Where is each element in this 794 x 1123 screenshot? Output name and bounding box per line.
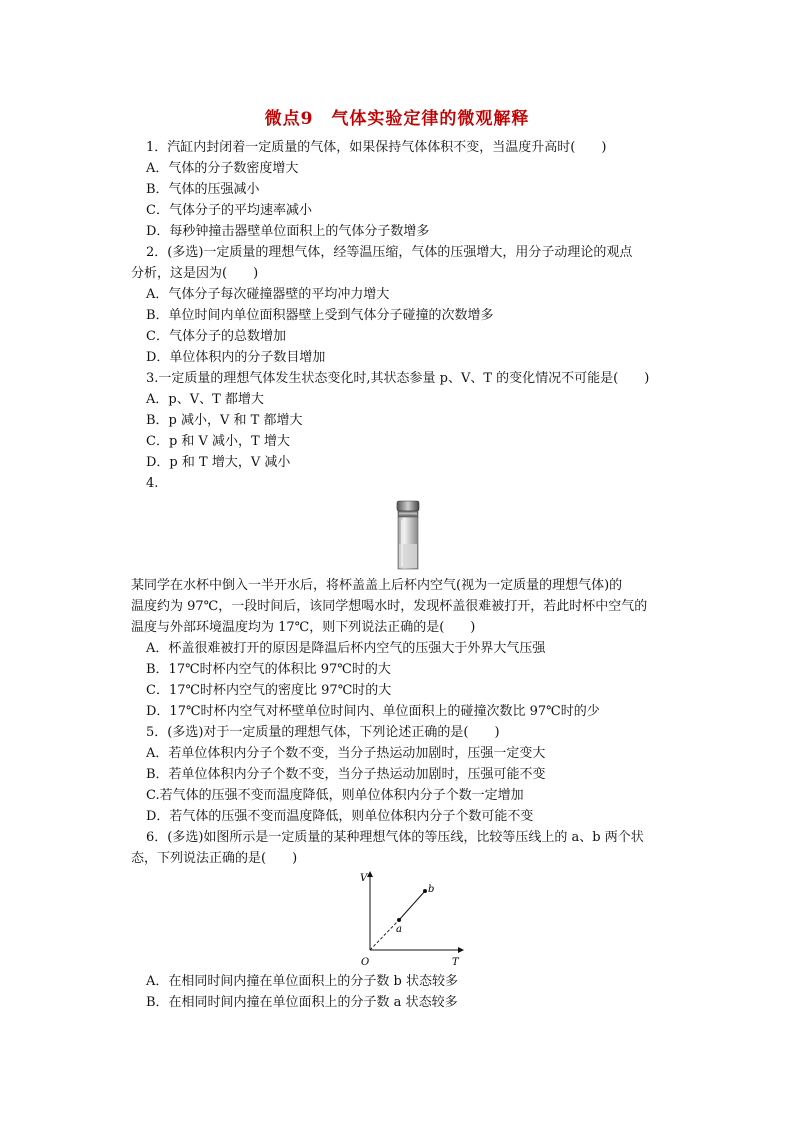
q1-option-c: C．气体分子的平均速率减小 bbox=[146, 203, 312, 218]
q2-option-d: D．单位体积内的分子数目增加 bbox=[146, 350, 326, 365]
v-axis-label: V bbox=[360, 873, 368, 884]
q4-number: 4. bbox=[146, 476, 159, 491]
q1-stem: 1．汽缸内封闭着一定质量的气体，如果保持气体体积不变，当温度升高时( ) bbox=[146, 140, 607, 155]
q1-option-b: B．气体的压强减小 bbox=[146, 182, 260, 197]
q5-option-b: B．若单位体积内分子个数不变，当分子热运动加剧时，压强可能不变 bbox=[146, 767, 546, 782]
q3-option-d: D．p 和 T 增大，V 减小 bbox=[146, 455, 291, 470]
q4-option-d: D．17℃时杯内空气对杯壁单位时间内、单位面积上的碰撞次数比 97℃时的少 bbox=[146, 704, 600, 719]
q6-option-a: A．在相同时间内撞在单位面积上的分子数 b 状态较多 bbox=[146, 974, 458, 989]
q3-option-b: B．p 减小，V 和 T 都增大 bbox=[146, 413, 303, 428]
isobar-dashed-segment bbox=[370, 920, 399, 950]
point-b-marker bbox=[423, 889, 427, 893]
point-a-label: a bbox=[396, 924, 402, 935]
q4-stem-line2: 温度约为 97℃，一段时间后，该同学想喝水时，发现杯盖很难被打开，若此时杯中空气的 bbox=[131, 599, 648, 614]
t-axis-arrow-icon bbox=[458, 947, 464, 953]
v-axis-arrow-icon bbox=[367, 871, 373, 877]
q5-stem: 5．(多选)对于一定质量的理想气体，下列论述正确的是( ) bbox=[146, 725, 500, 740]
q6-stem-line1: 6．(多选)如图所示是一定质量的某种理想气体的等压线，比较等压线上的 a、b 两个状 bbox=[146, 830, 644, 845]
q3-option-a: A．p、V、T 都增大 bbox=[146, 392, 264, 407]
thermos-cup-figure bbox=[393, 500, 423, 572]
q4-option-c: C．17℃时杯内空气的密度比 97℃时的大 bbox=[146, 683, 392, 698]
q5-option-d: D．若气体的压强不变而温度降低，则单位体积内分子个数可能不变 bbox=[146, 809, 534, 824]
t-axis-label: T bbox=[452, 957, 459, 968]
q3-option-c: C．p 和 V 减小，T 增大 bbox=[146, 434, 290, 449]
point-b-label: b bbox=[428, 884, 435, 895]
q6-stem-line2: 态，下列说法正确的是( ) bbox=[131, 851, 298, 866]
q2-stem-line2: 分析，这是因为( ) bbox=[131, 266, 259, 281]
q4-stem-line3: 温度与外部环境温度均为 17℃，则下列说法正确的是( ) bbox=[131, 620, 476, 635]
q2-option-c: C．气体分子的总数增加 bbox=[146, 329, 286, 344]
point-a-marker bbox=[397, 918, 401, 922]
q2-stem-line1: 2．(多选)一定质量的理想气体，经等温压缩，气体的压强增大，用分子动理论的观点 bbox=[146, 245, 633, 260]
q1-option-d: D．每秒钟撞击器壁单位面积上的气体分子数增多 bbox=[146, 224, 430, 239]
q5-option-a: A．若单位体积内分子个数不变，当分子热运动加剧时，压强一定变大 bbox=[146, 746, 546, 761]
q4-option-b: B．17℃时杯内空气的体积比 97℃时的大 bbox=[146, 662, 391, 677]
page-title: 微点9 气体实验定律的微观解释 bbox=[264, 109, 530, 129]
q4-option-a: A．杯盖很难被打开的原因是降温后杯内空气的压强大于外界大气压强 bbox=[146, 641, 546, 656]
q2-option-a: A．气体分子每次碰撞器壁的平均冲力增大 bbox=[146, 287, 390, 302]
isobar-vt-graph bbox=[355, 868, 467, 968]
q3-stem: 3.一定质量的理想气体发生状态变化时,其状态参量 p、V、T 的变化情况不可能是( ) bbox=[146, 371, 650, 386]
isobar-solid-segment bbox=[399, 891, 425, 920]
q2-option-b: B．单位时间内单位面积器壁上受到气体分子碰撞的次数增多 bbox=[146, 308, 494, 323]
q5-option-c: C.若气体的压强不变而温度降低，则单位体积内分子个数一定增加 bbox=[146, 788, 524, 803]
origin-label: O bbox=[361, 957, 370, 968]
q1-option-a: A．气体的分子数密度增大 bbox=[146, 161, 299, 176]
q4-stem-line1: 某同学在水杯中倒入一半开水后，将杯盖盖上后杯内空气(视为一定质量的理想气体)的 bbox=[131, 578, 623, 593]
q6-option-b: B．在相同时间内撞在单位面积上的分子数 a 状态较多 bbox=[146, 995, 458, 1010]
